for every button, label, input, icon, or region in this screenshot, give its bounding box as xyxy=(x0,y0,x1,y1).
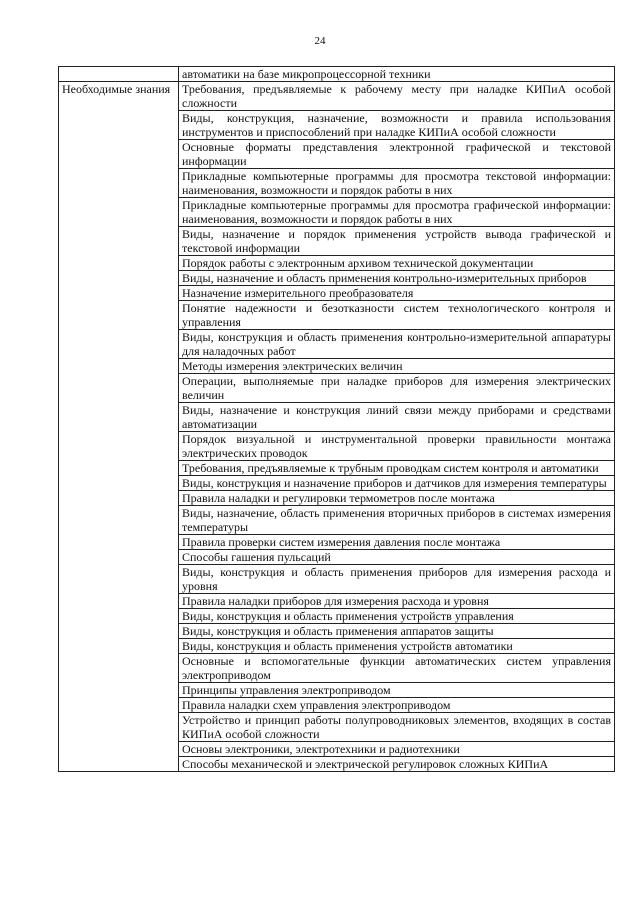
knowledge-item: Основные и вспомогательные функции автоматических систем управления электроприводом xyxy=(179,654,615,683)
knowledge-item: Правила наладки приборов для измерения расхода и уровня xyxy=(179,594,615,609)
knowledge-item: Методы измерения электрических величин xyxy=(179,359,615,374)
knowledge-item: Порядок работы с электронным архивом технической документации xyxy=(179,256,615,271)
continuation-cell: автоматики на базе микропроцессорной техники xyxy=(179,67,615,82)
knowledge-item: Устройство и принцип работы полупроводниковых элементов, входящих в состав КИПиА особой сложности xyxy=(179,713,615,742)
knowledge-item: Виды, конструкция и область применения приборов для измерения расхода и уровня xyxy=(179,565,615,594)
knowledge-item: Основные форматы представления электронной графической и текстовой информации xyxy=(179,140,615,169)
page-number: 24 xyxy=(314,35,326,47)
knowledge-item: Виды, конструкция и область применения устройств автоматики xyxy=(179,639,615,654)
knowledge-item: Виды, конструкция и область применения устройств управления xyxy=(179,609,615,624)
table-row xyxy=(59,82,615,111)
knowledge-item: Назначение измерительного преобразователя xyxy=(179,286,615,301)
empty-label-cell xyxy=(59,67,179,82)
knowledge-table xyxy=(58,66,615,772)
section-label-cell: Необходимые знания xyxy=(59,82,179,772)
knowledge-item: Понятие надежности и безотказности систем технологического контроля и управления xyxy=(179,301,615,330)
knowledge-item: Порядок визуальной и инструментальной проверки правильности монтажа электрических проводок xyxy=(179,432,615,461)
knowledge-item: Виды, конструкция и область применения контрольно-измерительной аппаратуры для наладочных работ xyxy=(179,330,615,359)
knowledge-item: Требования, предъявляемые к рабочему месту при наладке КИПиА особой сложности xyxy=(179,82,615,111)
knowledge-item: Прикладные компьютерные программы для просмотра текстовой информации: наименования, возможности и порядок работы в них xyxy=(179,169,615,198)
knowledge-item: Виды, конструкция и область применения аппаратов защиты xyxy=(179,624,615,639)
knowledge-item: Виды, конструкция, назначение, возможности и правила использования инструментов и приспособлений при наладке КИПиА особой сложности xyxy=(179,111,615,140)
knowledge-item: Способы гашения пульсаций xyxy=(179,550,615,565)
table-row xyxy=(59,67,615,82)
knowledge-item: Требования, предъявляемые к трубным проводкам систем контроля и автоматики xyxy=(179,461,615,476)
knowledge-item: Способы механической и электрической регулировок сложных КИПиА xyxy=(179,757,615,772)
knowledge-item: Виды, назначение и область применения контрольно-измерительных приборов xyxy=(179,271,615,286)
knowledge-item: Виды, конструкция и назначение приборов и датчиков для измерения температуры xyxy=(179,476,615,491)
knowledge-item: Виды, назначение и конструкция линий связи между приборами и средствами автоматизации xyxy=(179,403,615,432)
knowledge-item: Прикладные компьютерные программы для просмотра графической информации: наименования, возможности и порядок работы в них xyxy=(179,198,615,227)
knowledge-item: Операции, выполняемые при наладке приборов для измерения электрических величин xyxy=(179,374,615,403)
knowledge-item: Виды, назначение, область применения вторичных приборов в системах измерения температуры xyxy=(179,506,615,535)
knowledge-item: Принципы управления электроприводом xyxy=(179,683,615,698)
knowledge-item: Правила наладки схем управления электроприводом xyxy=(179,698,615,713)
knowledge-item: Правила наладки и регулировки термометров после монтажа xyxy=(179,491,615,506)
knowledge-item: Правила проверки систем измерения давления после монтажа xyxy=(179,535,615,550)
knowledge-item: Виды, назначение и порядок применения устройств вывода графической и текстовой информации xyxy=(179,227,615,256)
knowledge-item: Основы электроники, электротехники и радиотехники xyxy=(179,742,615,757)
